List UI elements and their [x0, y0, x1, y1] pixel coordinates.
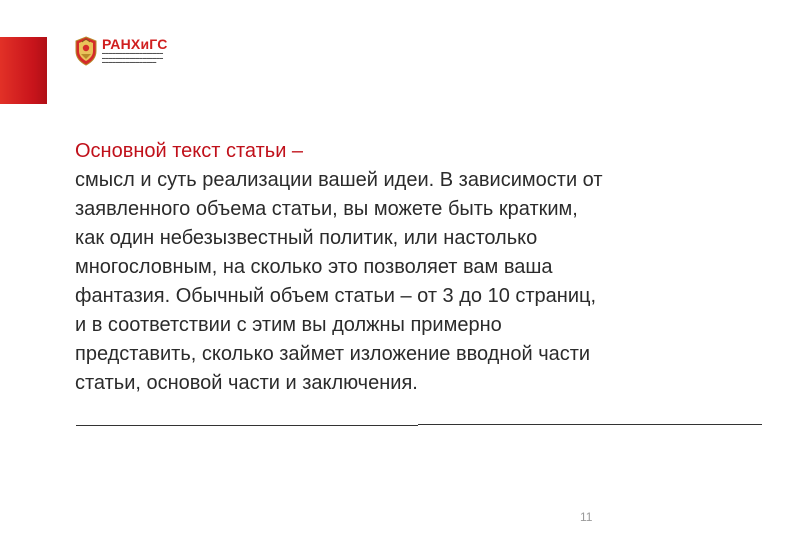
brand-subtitle-graphic: ▬▬▬▬▬▬▬▬▬▬▬▬▬▬▬▬▬▬: [102, 51, 164, 56]
body-text-line: заявленного объема статьи, вы можете быть кратким,: [75, 198, 578, 220]
body-text-line: многословным, на сколько это позволяет вам ваша: [75, 256, 553, 278]
brand-name: РАНХиГС: [102, 36, 168, 53]
brand-subtitle-graphic: ▬▬▬▬▬▬▬▬▬▬▬▬▬▬▬▬▬▬: [102, 55, 164, 60]
brand-logo: [74, 34, 168, 68]
red-accent-bar: [0, 37, 47, 104]
body-text-line: как один небезызвестный политик, или настолько: [75, 227, 538, 249]
divider-right: [418, 424, 762, 425]
page-number: 11: [580, 510, 593, 524]
body-text-line: фантазия. Обычный объем статьи – от 3 до 10 страниц,: [75, 285, 597, 307]
divider-left: [76, 425, 418, 426]
slide-heading: Основной текст статьи –: [75, 140, 304, 162]
body-text-line: и в соответствии с этим вы должны примерно: [75, 314, 502, 336]
body-text-line: представить, сколько займет изложение вводной части: [75, 343, 591, 365]
brand-text: [102, 37, 168, 64]
brand-subtitle-graphic: ▬▬▬▬▬▬▬▬▬▬▬▬▬▬▬▬: [102, 60, 157, 65]
slide-content: [75, 137, 755, 398]
body-text-line: статьи, основой части и заключения.: [75, 372, 418, 394]
body-text-line: смысл и суть реализации вашей идеи. В зависимости от: [75, 169, 603, 191]
academy-emblem-icon: [74, 36, 98, 66]
